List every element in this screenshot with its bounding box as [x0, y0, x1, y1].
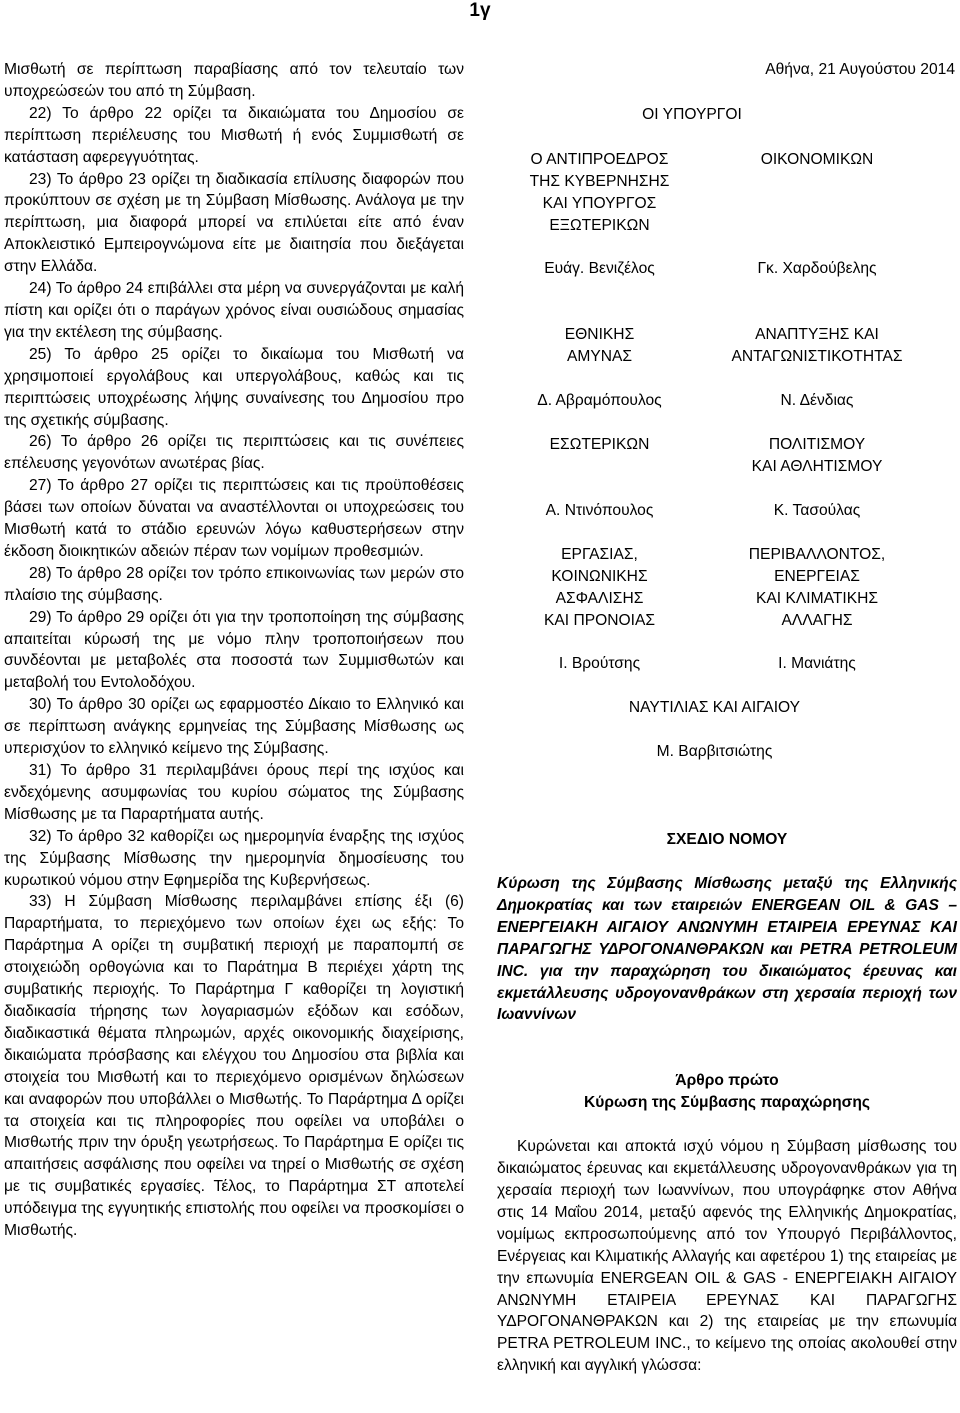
paragraph-article-27: 27) Το άρθρο 27 ορίζει τις περιπτώσεις και τις προϋποθέσεις βάσει των οποίων δύναται να αναστέλλονται οι υποχρεώσεις του Μισθωτή κατά το στάδιο ερευνών λόγω καθυστερήσεων στην έκδοση διοικητικών αδειών πέραν των νομίμων προθεσμιών.: [4, 477, 464, 560]
dateline: Αθήνα, 21 Αυγούστου 2014: [765, 61, 955, 78]
minister-name-vice-pm: Ευάγ. Βενιζέλος: [544, 260, 655, 278]
minister-title-vice-pm: Ο ΑΝΤΙΠΡΟΕΔΡΟΣ ΤΗΣ ΚΥΒΕΡΝΗΣΗΣ ΚΑΙ ΥΠΟΥΡΓΟΣ ΕΞΩΤΕΡΙΚΩΝ: [529, 150, 670, 234]
minister-title-defence: ΕΘΝΙΚΗΣ ΑΜΥΝΑΣ: [564, 326, 635, 366]
draft-law-subtitle: Κύρωση της Σύμβασης Μίσθωσης μεταξύ της Ελληνικής Δημοκρατίας και των εταιρειών ENERGEAN OIL & GAS – ΕΝΕΡΓΕΙΑΚΗ ΑΙΓΑΙΟΥ ΑΝΩΝΥΜΗ ΕΤΑΙΡΕΙΑ ΕΡΕΥΝΑΣ ΚΑΙ ΠΑΡΑΓΩΓΗΣ ΥΔΡΟΓΟΝΑΝΘΡΑΚΩΝ και PETRA PETROLEUM INC. για την παραχώρηση του δικαιώματος έρευνας και εκμετάλλευσης υδρογονανθράκων στη χερσαία περιοχή των Ιωαννίνων: [497, 875, 957, 1024]
minister-title-shipping: ΝΑΥΤΙΛΙΑΣ ΚΑΙ ΑΙΓΑΙΟΥ: [628, 699, 801, 717]
page-number: 1γ: [469, 0, 491, 21]
left-column: [4, 59, 464, 1242]
minister-name-interior: Α. Ντινόπουλος: [545, 501, 654, 519]
minister-name-development: Ν. Δένδιας: [780, 392, 854, 410]
paragraph-article-24: 24) Το άρθρο 24 επιβάλλει στα μέρη να συνεργάζονται με καλή πίστη και ορίζει ότι ο παράγων χρόνος είναι ουσιώδους σημασίας για την εκτέλεση της σύμβασης.: [4, 280, 464, 341]
paragraph-article-23: 23) Το άρθρο 23 ορίζει τη διαδικασία επίλυσης διαφορών που προκύπτουν σε σχέση με τη Σύμβαση Μίσθωσης. Ανάλογα με την περίπτωση, μια διαφορά μπορεί να επιλύεται είτε από έναν Αποκλειστικό Εμπειρογνώμονα είτε με διαιτησία που διεξάγεται στην Ελλάδα.: [4, 170, 464, 276]
draft-law-title: ΣΧΕΔΙΟ ΝΟΜΟΥ: [666, 831, 788, 849]
paragraph-21-end: Μισθωτή σε περίπτωση παραβίασης από τον τελευταίο των υποχρεώσεών του από τη Σύμβαση.: [4, 61, 464, 100]
article-heading: Κύρωση της Σύμβασης παραχώρησης: [584, 1094, 870, 1112]
paragraph-article-26: 26) Το άρθρο 26 ορίζει τις περιπτώσεις και τις συνέπειες επέλευσης γεγονότων ανωτέρας βίας.: [4, 433, 464, 473]
minister-name-labour: Ι. Βρούτσης: [558, 655, 641, 673]
paragraph-article-28: 28) Το άρθρο 28 ορίζει τον τρόπο επικοινωνίας των μερών στο πλαίσιο της σύμβασης.: [4, 564, 464, 604]
minister-name-culture: Κ. Τασούλας: [773, 501, 861, 519]
article-label: Άρθρο πρώτο: [675, 1072, 779, 1090]
minister-name-shipping: Μ. Βαρβιτσιώτης: [656, 743, 773, 761]
minister-title-finance: ΟΙΚΟΝΟΜΙΚΩΝ: [760, 150, 874, 168]
minister-name-defence: Δ. Αβραμόπουλος: [537, 392, 662, 410]
ministers-heading: ΟΙ ΥΠΟΥΡΓΟΙ: [642, 105, 742, 123]
paragraph-article-30: 30) Το άρθρο 30 ορίζει ως εφαρμοστέο Δίκαιο το Ελληνικό και σε περίπτωση ανάγκης ερμηνείας της Σύμβασης Μίσθωσης ως υπερισχύον το ελληνικό κείμενο της Σύμβασης.: [4, 696, 464, 758]
paragraph-article-31: 31) Το άρθρο 31 περιλαμβάνει όρους περί της ισχύος και ενδεχόμενης ασυμφωνίας του κυρίου σώματος της Σύμβασης Μίσθωσης με τα Παραρτήματα αυτής.: [4, 762, 464, 823]
article-body: Κυρώνεται και αποκτά ισχύ νόμου η Σύμβαση μίσθωσης του δικαιώματος έρευνας και εκμετάλλευσης υδρογονανθράκων για τη χερσαία περιοχή των Ιωαννίνων, που υπογράφηκε στον Αθήνα στις 14 Μαΐου 2014, μεταξύ αφενός της Ελληνικής Δημοκρατίας, νομίμως εκπροσωπούμενης από τον Υπουργό Περιβάλλοντος, Ενέργειας και Κλιματικής Αλλαγής και αφετέρου 1) της εταιρείας με την επωνυμία ENERGEAN OIL & GAS - ΕΝΕΡΓΕΙΑΚΗ ΑΙΓΑΙΟΥ ΑΝΩΝΥΜΗ ΕΤΑΙΡΕΙΑ ΕΡΕΥΝΑΣ ΚΑΙ ΠΑΡΑΓΩΓΗΣ ΥΔΡΟΓΟΝΑΝΘΡΑΚΩΝ και 2) της εταιρείας με την επωνυμία PETRA PETROLEUM INC., το κείμενο της οποίας ακολουθεί στην ελληνική και αγγλική γλώσσα:: [497, 1138, 957, 1375]
minister-title-interior: ΕΣΩΤΕΡΙΚΩΝ: [549, 436, 650, 454]
right-column: [497, 59, 957, 1377]
minister-name-finance: Γκ. Χαρδούβελης: [757, 260, 877, 278]
minister-title-development: ΑΝΑΠΤΥΞΗΣ ΚΑΙ ΑΝΤΑΓΩΝΙΣΤΙΚΟΤΗΤΑΣ: [731, 326, 903, 366]
minister-title-culture: ΠΟΛΙΤΙΣΜΟΥ ΚΑΙ ΑΘΛΗΤΙΣΜΟΥ: [751, 436, 883, 475]
paragraph-article-29: 29) Το άρθρο 29 ορίζει ότι για την τροποποίηση της σύμβασης απαιτείται κύρωσή της με νόμο πλην τροποποιήσεων που συνδέονται με μεταβολές στα ποσοστά των Συμμισθωτών και μεταβολή του Εντολοδόχου.: [4, 608, 464, 692]
minister-name-environment: Ι. Μανιάτης: [778, 655, 856, 673]
paragraph-article-33: 33) Η Σύμβαση Μίσθωσης περιλαμβάνει επίσης έξι (6) Παραρτήματα, το περιεχόμενο των οποίων έχει ως εξής: Το Παράρτημα Α ορίζει τη συμβατική περιοχή με παραπομπή σε στοιχειώδη ορθογώνια και το Παράτημα Β περιέχει χάρτη της συμβατικής περιοχής. Το Παράρτημα Γ καθορίζει τη λογιστική διαδικασία τήρησης των λογαριασμών εξόδων και εσόδων, διαδικαστικά θέματα πληρωμών, αρχές οικονομικής διαχείρισης, δικαιώματα πρόσβασης και ελέγχου του Δημοσίου στα βιβλία και στοιχεία του Μισθωτή και το περιεχόμενο ορισμένων δηλώσεων και αναφορών που υποβάλλει ο Μισθωτής. Το Παράρτημα Δ ορίζει τα στοιχεία και τις πληροφορίες που οφείλει να υποβάλει ο Μισθωτής πριν την όρυξη γεωτρήσεως. Το Παράρτημα Ε ορίζει τις απαιτήσεις ασφάλισης που οφείλει να τηρεί ο Μισθωτής σε σχέση με τις συμβατικές εργασίες. Τέλος, το Παράρτημα ΣΤ αποτελεί υπόδειγμα της εγγυητικής επιστολής που οφείλει να προσκομίσει ο Μισθωτής.: [4, 893, 464, 1240]
paragraph-article-32: 32) Το άρθρο 32 καθορίζει ως ημερομηνία έναρξης της ισχύος της Σύμβασης Μίσθωσης την ημερομηνία δημοσίευσης του κυρωτικού νόμου στην Εφημερίδα της Κυβερνήσεως.: [4, 827, 464, 889]
minister-title-labour: ΕΡΓΑΣΙΑΣ, ΚΟΙΝΩΝΙΚΗΣ ΑΣΦΑΛΙΣΗΣ ΚΑΙ ΠΡΟΝΟΙΑΣ: [543, 545, 656, 629]
signatures-block: [497, 149, 957, 763]
paragraph-article-25: 25) Το άρθρο 25 ορίζει το δικαίωμα του Μισθωτή να χρησιμοποιεί εργολάβους και υπεργολάβους, καθώς και τις περιπτώσεις υποχρέωσης λήψης συναίνεσης του Δημοσίου προ της σχετικής σύμβασης.: [4, 345, 464, 429]
minister-title-environment: ΠΕΡΙΒΑΛΛΟΝΤΟΣ, ΕΝΕΡΓΕΙΑΣ ΚΑΙ ΚΛΙΜΑΤΙΚΗΣ ΑΛΛΑΓΗΣ: [748, 545, 886, 629]
paragraph-article-22: 22) Το άρθρο 22 ορίζει τα δικαιώματα του Δημοσίου σε περίπτωση περιέλευσης του Μισθωτή ή ενός Συμμισθωτή σε κατάσταση αφερεγγυότητας.: [4, 104, 464, 166]
